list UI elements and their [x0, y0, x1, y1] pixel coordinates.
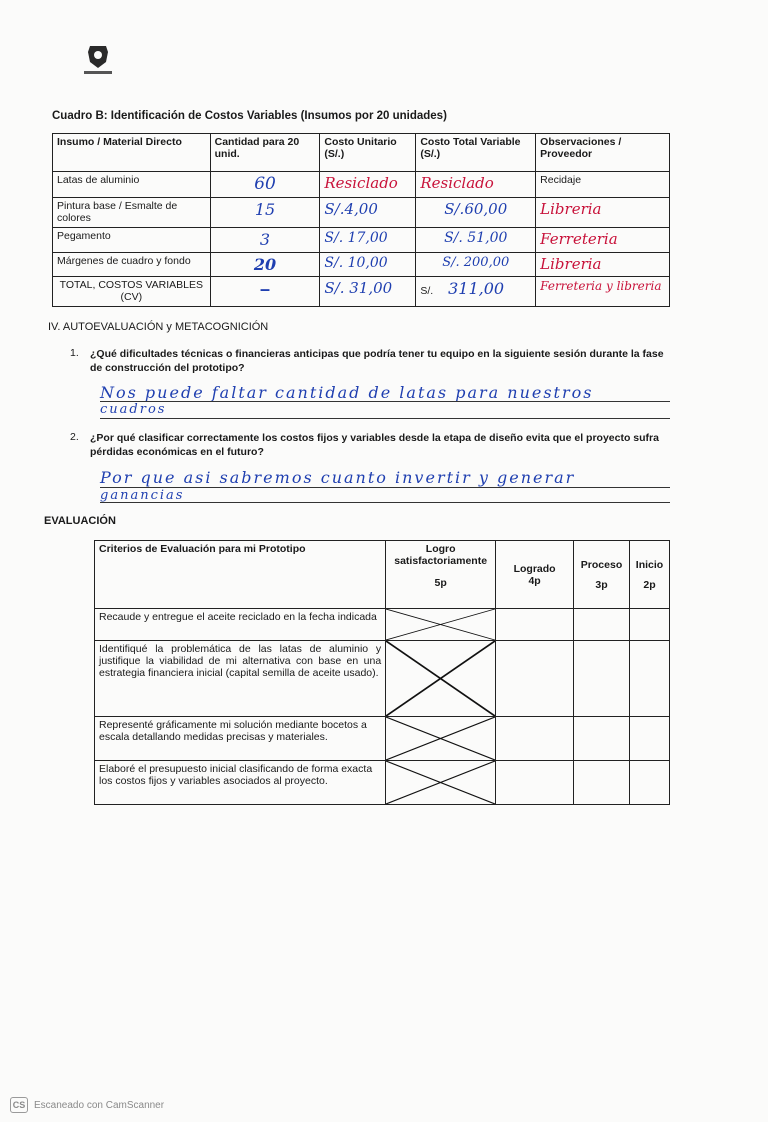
cell-cantidad: 60 [210, 172, 320, 198]
cell-unitario: S/.4,00 [320, 198, 416, 228]
inicio-cell [630, 641, 670, 717]
total-prefix: S/. [420, 285, 434, 297]
header-proceso [574, 541, 630, 609]
logrado-cell [496, 717, 574, 761]
cell-total: S/. 200,00 [416, 253, 536, 277]
header-proceso-points: 3p [595, 578, 608, 591]
header-logrado [496, 541, 574, 609]
cell-insumo: Márgenes de cuadro y fondo [53, 253, 211, 277]
inicio-cell [630, 717, 670, 761]
header-insumo: Insumo / Material Directo [53, 134, 211, 172]
table-row [95, 717, 670, 761]
table-row [53, 253, 670, 277]
cell-insumo: Pintura base / Esmalte de colores [53, 198, 211, 228]
header-logrado-label: Logrado [513, 562, 556, 575]
header-inicio-points: 2p [643, 578, 656, 591]
cell-cantidad: 20 [210, 253, 320, 277]
header-inicio-label: Inicio [635, 558, 664, 571]
header-logro-points: 5p [434, 577, 447, 589]
cell-total: S/. 51,00 [416, 228, 536, 253]
table-row [53, 228, 670, 253]
inicio-cell [630, 609, 670, 641]
table-row [95, 609, 670, 641]
header-costo-unitario: Costo Unitario (S/.) [320, 134, 416, 172]
question-2-text: ¿Por qué clasificar correctamente los costos fijos y variables desde la etapa de diseño evita que el proyecto sufra pérdidas económicas en el futuro? [90, 432, 659, 458]
header-logrado-points: 4p [528, 574, 541, 587]
answer-2-line-2: ganancias [100, 488, 185, 503]
camscanner-footer [10, 1097, 164, 1113]
header-costo-total: Costo Total Variable (S/.) [416, 134, 536, 172]
evaluacion-table [94, 540, 670, 805]
cell-total-cantidad: – [210, 277, 320, 307]
table-row [95, 761, 670, 805]
cell-observaciones: Ferreteria [536, 228, 670, 253]
answer-2-rule [100, 502, 670, 503]
header-cantidad: Cantidad para 20 unid. [210, 134, 320, 172]
evaluacion-title: EVALUACIÓN [44, 515, 116, 527]
header-inicio [630, 541, 670, 609]
logrado-cell [496, 641, 574, 717]
question-1-number: 1. [70, 347, 79, 359]
proceso-cell [574, 641, 630, 717]
cell-total: Resiclado [416, 172, 536, 198]
answer-1-rule [100, 418, 670, 419]
header-logro [386, 541, 496, 609]
inicio-cell [630, 761, 670, 805]
cell-observaciones: Libreria [536, 253, 670, 277]
cell-insumo: Latas de aluminio [53, 172, 211, 198]
logrado-cell [496, 761, 574, 805]
table-row [53, 198, 670, 228]
crossed-out-cell [386, 717, 496, 761]
answer-1-line-2: cuadros [100, 402, 167, 417]
cell-observaciones: Recidaje [536, 172, 670, 198]
camscanner-text: Escaneado con CamScanner [34, 1099, 165, 1111]
cell-total-label: TOTAL, COSTOS VARIABLES (CV) [53, 277, 211, 307]
cell-total-costo [416, 277, 536, 307]
table-row [53, 172, 670, 198]
criterio-cell: Recaude y entregue el aceite reciclado en la fecha indicada [95, 609, 386, 641]
school-logo-icon [78, 42, 118, 78]
cell-observaciones: Libreria [536, 198, 670, 228]
question-2-number: 2. [70, 431, 79, 443]
crossed-out-cell [386, 609, 496, 641]
cell-insumo: Pegamento [53, 228, 211, 253]
criterio-cell: Elaboré el presupuesto inicial clasificando de forma exacta los costos fijos y variables asociados al proyecto. [95, 761, 386, 805]
proceso-cell [574, 761, 630, 805]
header-logro-label: Logro satisfactoriamente [394, 543, 488, 567]
header-proceso-label: Proceso [580, 558, 623, 571]
cell-total-unitario: S/. 31,00 [320, 277, 416, 307]
table-header-row [53, 134, 670, 172]
header-criterio: Criterios de Evaluación para mi Prototipo [95, 541, 386, 609]
crossed-out-cell [386, 761, 496, 805]
criterio-cell: Identifiqué la problemática de las latas de aluminio y justifique la viabilidad de mi alternativa con base en una estrategia financiera inicial (capital semilla de aceite usado). [95, 641, 386, 717]
autoevaluacion-title: IV. AUTOEVALUACIÓN y METACOGNICIÓN [48, 321, 269, 333]
cell-total-obs: Ferreteria y libreria [536, 277, 670, 307]
answer-1-line-1: Nos puede faltar cantidad de latas para nuestros [100, 383, 594, 402]
cell-cantidad: 15 [210, 198, 320, 228]
cell-total: S/.60,00 [416, 198, 536, 228]
cuadro-b-title: Cuadro B: Identificación de Costos Variables (Insumos por 20 unidades) [52, 110, 447, 122]
crossed-out-cell [386, 641, 496, 717]
evaluacion-header-row [95, 541, 670, 609]
proceso-cell [574, 609, 630, 641]
cell-unitario: Resiclado [320, 172, 416, 198]
costos-variables-table [52, 133, 670, 307]
proceso-cell [574, 717, 630, 761]
total-row [53, 277, 670, 307]
cell-unitario: S/. 10,00 [320, 253, 416, 277]
table-row [95, 641, 670, 717]
question-1-text: ¿Qué dificultades técnicas o financieras anticipas que podría tener tu equipo en la siguiente sesión durante la fase de construcción del prototipo? [90, 348, 664, 374]
camscanner-logo-icon: CS [10, 1097, 28, 1113]
criterio-cell: Representé gráficamente mi solución mediante bocetos a escala detallando medidas precisas y materiales. [95, 717, 386, 761]
total-value: 311,00 [448, 279, 505, 298]
answer-2-line-1: Por que asi sabremos cuanto invertir y generar [100, 468, 576, 487]
cell-unitario: S/. 17,00 [320, 228, 416, 253]
cell-cantidad: 3 [210, 228, 320, 253]
header-observaciones: Observaciones / Proveedor [536, 134, 670, 172]
logrado-cell [496, 609, 574, 641]
